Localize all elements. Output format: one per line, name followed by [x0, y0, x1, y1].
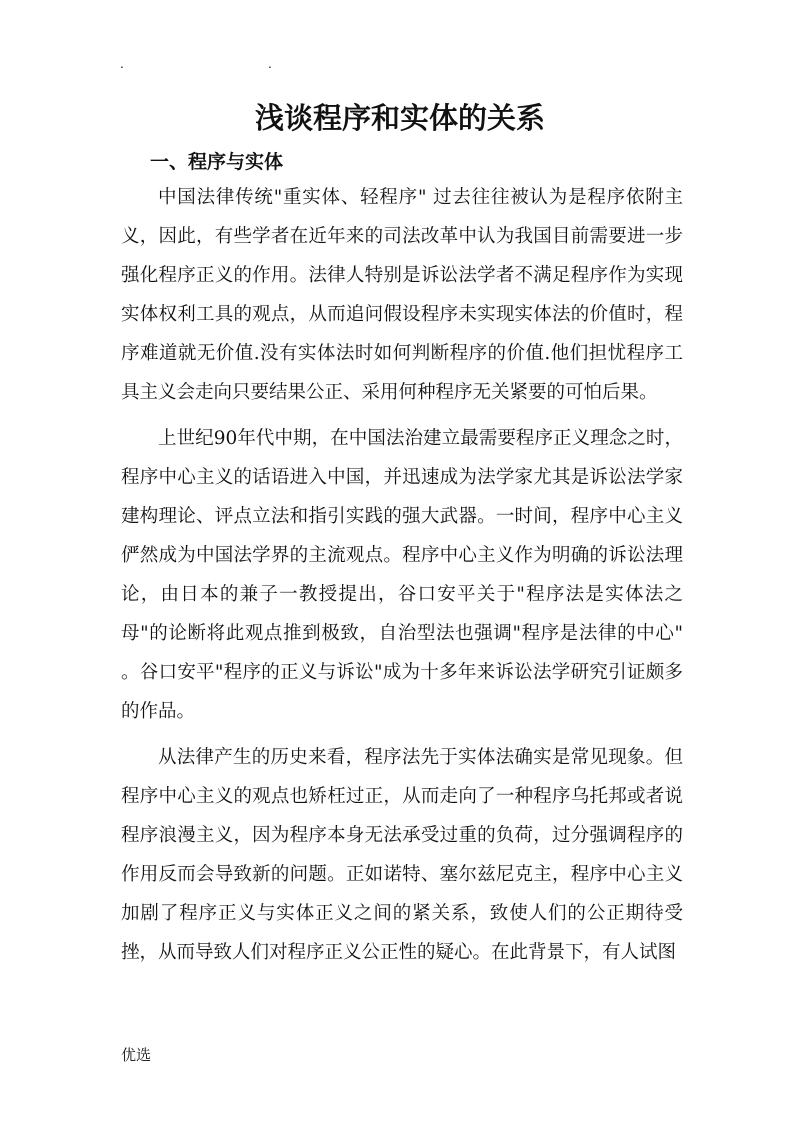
header-mark-left: . [120, 57, 124, 71]
section-heading: 一、程序与实体 [150, 151, 284, 173]
body-paragraph-3: 从法律产生的历史来看，程序法先于实体法确实是常见现象。但程序中心主义的观点也矫枉过正，从而走向了一种程序乌托邦或者说程序浪漫主义，因为程序本身无法承受过重的负荷，过分强调程序的作用反而会导致新的问题。正如诺特、塞尔兹尼克主，程序中心主义加剧了程序正义与实体正义之间的紧关系，致使人们的公正期待受挫，从而导致人们对程序正义公正性的疑心。在此背景下，有人试图 [121, 747, 683, 963]
body-paragraph-1: 中国法律传统"重实体、轻程序" 过去往往被认为是程序依附主义，因此，有些学者在近年来的司法改革中认为我国目前需要进一步强化程序正义的作用。法律人特别是诉讼法学者不满足程序作为实现实体权利工具的观点，从而追问假设程序未实现实体法的价值时，程序难道就无价值.没有实体法时如何判断程序的价值.他们担忧程序工具主义会走向只要结果公正、采用何种程序无关紧要的可怕后果。 [121, 187, 683, 403]
body-paragraph-2: 上世纪90年代中期，在中国法治建立最需要程序正义理念之时，程序中心主义的话语进入中国，并迅速成为法学家尤其是诉讼法学家建构理论、评点立法和指引实践的强大武器。一时间，程序中心主义俨然成为中国法学界的主流观点。程序中心主义作为明确的诉讼法理论，由日本的兼子一教授提出，谷口安平关于"程序法是实体法之母"的论断将此观点推到极致，自治型法也强调"程序是法律的中心" 。谷口安平"程序的正义与诉讼"成为十多年来诉讼法学研究引证颇多的作品。 [121, 428, 683, 722]
page-footer: 优选 [121, 1046, 152, 1064]
header-mark-right: . [268, 57, 272, 71]
document-title: 浅谈程序和实体的关系 [254, 101, 545, 135]
document-body [121, 178, 683, 979]
